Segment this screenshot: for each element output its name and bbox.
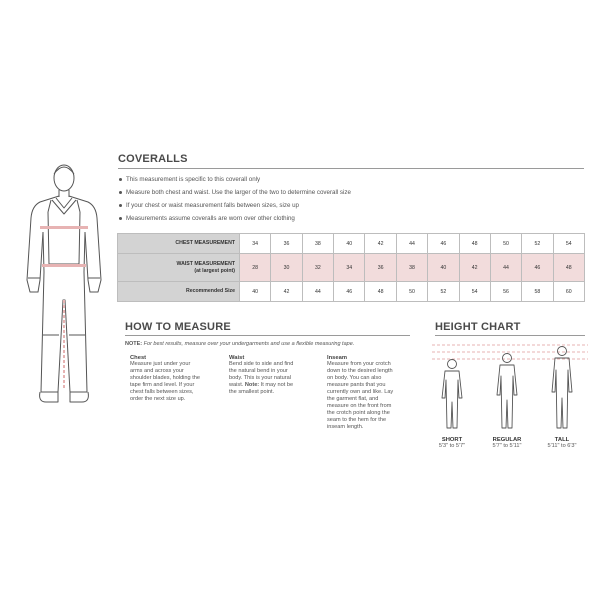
height-range: 5'7" to 5'11"	[492, 443, 522, 449]
table-cell: 42	[365, 234, 396, 254]
waist-heading: Waist	[229, 355, 245, 361]
height-label: TALL	[554, 437, 570, 443]
table-cell: 48	[365, 282, 396, 302]
chest-instructions	[130, 355, 230, 403]
size-chart-table	[117, 233, 585, 302]
height-range: 5'11" to 6'3"	[547, 443, 577, 449]
height-tall	[540, 437, 584, 449]
table-cell: 46	[522, 254, 553, 282]
table-cell: 44	[490, 254, 521, 282]
height-short	[432, 437, 472, 449]
table-cell: 34	[334, 254, 365, 282]
table-cell: 28	[240, 254, 271, 282]
row-label-chest: CHEST MEASUREMENT	[118, 234, 240, 254]
table-cell: 40	[240, 282, 271, 302]
inseam-line: down to the desired length	[327, 368, 393, 374]
chest-heading: Chest	[130, 355, 147, 361]
inseam-instructions	[327, 355, 417, 431]
inseam-line: inseam length.	[327, 424, 364, 430]
waist-label-line1: WAIST MEASUREMENT	[176, 260, 235, 267]
table-row-recommended-size	[118, 282, 585, 302]
height-range: 5'3" to 5'7"	[438, 443, 466, 449]
chest-line: chest falls between sizes,	[130, 389, 194, 395]
inseam-line: measure on the front from	[327, 403, 392, 409]
bullet-item: Measure both chest and waist. Use the larger of the two to determine coverall size	[118, 186, 351, 199]
height-chart-illustration	[430, 340, 590, 440]
table-cell: 58	[522, 282, 553, 302]
inseam-line: the garment flat, and	[327, 396, 379, 402]
short-figure	[442, 360, 462, 429]
inseam-heading: Inseam	[327, 355, 347, 361]
note-label: NOTE:	[125, 341, 143, 347]
waist-line-text: waist.	[229, 382, 244, 388]
coveralls-title: COVERALLS	[118, 153, 188, 165]
waist-line: body. This is your natural	[229, 375, 291, 381]
inseam-line: seam to the hem for the	[327, 417, 387, 423]
table-row-chest	[118, 234, 585, 254]
bullet-item: Measurements assume coveralls are worn over other clothing	[118, 212, 351, 225]
height-regular	[484, 437, 530, 449]
waist-instructions	[229, 355, 324, 396]
chest-line: Measure just under your	[130, 361, 191, 367]
chest-line: order the next size up.	[130, 396, 186, 402]
waist-note-text: It may not be	[260, 382, 294, 388]
table-cell: 32	[302, 254, 333, 282]
table-cell: 46	[334, 282, 365, 302]
table-cell: 50	[490, 234, 521, 254]
table-cell: 36	[271, 234, 302, 254]
row-label-waist	[118, 254, 240, 282]
table-cell: 38	[396, 254, 427, 282]
waist-line: Bend side to side and find	[229, 361, 294, 367]
table-cell: 60	[553, 282, 584, 302]
coverall-figure-illustration	[18, 160, 110, 410]
coveralls-bullet-list	[118, 173, 351, 225]
chest-line: arms and across your	[130, 368, 184, 374]
height-chart-divider	[435, 335, 585, 336]
table-cell: 48	[553, 254, 584, 282]
inseam-line: Measure from your crotch	[327, 361, 391, 367]
inseam-line: on body. You can also	[327, 375, 382, 381]
inseam-line: currently own and like. Lay	[327, 389, 394, 395]
table-cell: 44	[302, 282, 333, 302]
table-cell: 48	[459, 234, 490, 254]
table-cell: 44	[396, 234, 427, 254]
regular-figure	[497, 354, 517, 429]
table-cell: 42	[459, 254, 490, 282]
inseam-line: the crotch point along the	[327, 410, 390, 416]
inseam-line: measure pants that you	[327, 382, 386, 388]
waist-label-line2: (at largest point)	[194, 267, 235, 274]
height-label: REGULAR	[492, 437, 522, 443]
height-chart-title: HEIGHT CHART	[435, 321, 521, 333]
table-cell: 38	[302, 234, 333, 254]
table-cell: 40	[334, 234, 365, 254]
chest-line: tape firm and level. If your	[130, 382, 195, 388]
table-cell: 42	[271, 282, 302, 302]
table-cell: 46	[428, 234, 459, 254]
bullet-item: If your chest or waist measurement falls between sizes, size up	[118, 199, 351, 212]
measure-note	[125, 341, 354, 347]
table-cell: 50	[396, 282, 427, 302]
table-row-waist	[118, 254, 585, 282]
table-cell: 30	[271, 254, 302, 282]
waist-line: the natural bend in your	[229, 368, 288, 374]
height-label: SHORT	[441, 437, 463, 443]
table-cell: 54	[459, 282, 490, 302]
table-cell: 40	[428, 254, 459, 282]
table-cell: 56	[490, 282, 521, 302]
table-cell: 36	[365, 254, 396, 282]
table-cell: 34	[240, 234, 271, 254]
table-cell: 54	[553, 234, 584, 254]
how-to-measure-divider	[125, 335, 410, 336]
chest-line: shoulder blades, holding the	[130, 375, 200, 381]
row-label-recommended-size: Recommended Size	[118, 282, 240, 302]
waist-line: the smallest point.	[229, 389, 275, 395]
how-to-measure-title: HOW TO MEASURE	[125, 321, 231, 333]
note-text: For best results, measure over your undergarments and use a flexible measuring tape.	[143, 341, 355, 347]
table-cell: 52	[428, 282, 459, 302]
bullet-item: This measurement is specific to this coverall only	[118, 173, 351, 186]
coveralls-divider	[118, 168, 584, 169]
waist-note-label: Note:	[244, 382, 260, 388]
waist-line	[229, 382, 324, 389]
table-cell: 52	[522, 234, 553, 254]
